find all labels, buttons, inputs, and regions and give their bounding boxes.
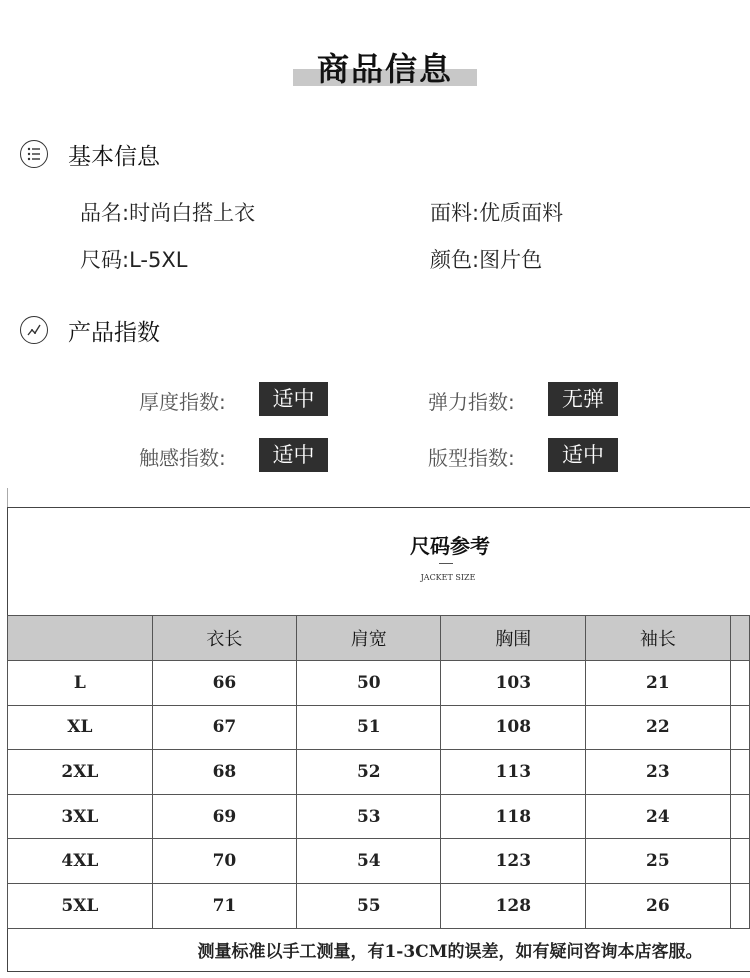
index-label-thickness: 厚度指数: (139, 390, 226, 414)
page-title: 商品信息 (316, 50, 453, 88)
table-row (8, 883, 750, 928)
info-item-color (430, 244, 542, 274)
table-cell: 108 (441, 705, 586, 750)
index-label-elasticity: 弹力指数: (428, 390, 515, 414)
table-cell: 53 (297, 794, 441, 839)
info-value: L-5XL (129, 248, 188, 272)
page-title-block (0, 40, 750, 100)
info-value: 优质面料 (479, 201, 564, 225)
table-cell: 5XL (8, 883, 153, 928)
size-chart-title-divider (439, 563, 453, 564)
info-item-fabric (430, 197, 563, 227)
table-cell: 22 (586, 705, 730, 750)
size-chart-title: 尺码参考 (410, 534, 490, 558)
product-index-heading: 产品指数 (68, 319, 160, 346)
table-cell-overflow (730, 883, 749, 928)
size-chart-subtitle: JACKET SIZE (420, 573, 476, 582)
table-cell: 113 (441, 750, 586, 795)
table-row (8, 839, 750, 884)
table-cell: 68 (152, 750, 296, 795)
table-cell: 26 (586, 883, 730, 928)
header-cell (8, 616, 153, 661)
info-value: 图片色 (479, 248, 543, 272)
table-cell-overflow (730, 839, 749, 884)
size-chart-note: 测量标准以手工测量，有1-3CM的误差，如有疑问咨询本店客服。 (197, 942, 703, 962)
table-cell: 66 (152, 661, 296, 706)
table-cell: 50 (297, 661, 441, 706)
header-cell: 衣长 (152, 616, 296, 661)
header-cell: 袖长 (586, 616, 730, 661)
table-cell: 3XL (8, 794, 153, 839)
table-cell-overflow (730, 661, 749, 706)
info-label: 尺码 (80, 248, 122, 272)
table-cell-overflow (730, 705, 749, 750)
table-row (8, 661, 750, 706)
table-cell: 21 (586, 661, 730, 706)
info-label: 颜色 (430, 248, 472, 272)
table-cell: 103 (441, 661, 586, 706)
basic-info-heading: 基本信息 (68, 143, 160, 170)
basic-info-header (20, 138, 160, 170)
info-label: 面料 (430, 201, 472, 225)
header-cell: 肩宽 (297, 616, 441, 661)
index-badge-elasticity: 无弹 (548, 382, 618, 416)
table-cell: L (8, 661, 153, 706)
info-sep: : (472, 201, 480, 225)
index-badge-thickness: 适中 (259, 382, 328, 416)
list-icon (20, 140, 48, 168)
index-label-touch: 触感指数: (139, 446, 226, 470)
table-cell: 54 (297, 839, 441, 884)
table-cell-overflow (730, 794, 749, 839)
table-cell: 24 (586, 794, 730, 839)
table-cell: 52 (297, 750, 441, 795)
table-cell: XL (8, 705, 153, 750)
table-cell: 123 (441, 839, 586, 884)
header-cell-overflow (730, 616, 749, 661)
table-cell: 55 (297, 883, 441, 928)
product-index-header (20, 314, 160, 346)
info-label: 品名 (80, 201, 122, 225)
header-cell: 胸围 (441, 616, 586, 661)
table-cell: 71 (152, 883, 296, 928)
frame-edge (7, 488, 8, 508)
index-label-fit: 版型指数: (428, 446, 515, 470)
table-cell: 70 (152, 839, 296, 884)
info-item-name (80, 197, 255, 227)
info-item-size (80, 244, 187, 274)
table-cell: 25 (586, 839, 730, 884)
table-header-row (8, 616, 750, 661)
index-badge-touch: 适中 (259, 438, 328, 472)
table-cell: 23 (586, 750, 730, 795)
info-sep: : (472, 248, 480, 272)
table-row (8, 705, 750, 750)
info-value: 时尚白搭上衣 (129, 201, 256, 225)
table-cell: 67 (152, 705, 296, 750)
table-row (8, 794, 750, 839)
table-cell: 118 (441, 794, 586, 839)
index-badge-fit: 适中 (548, 438, 618, 472)
info-sep: : (122, 248, 130, 272)
table-cell: 69 (152, 794, 296, 839)
table-cell: 2XL (8, 750, 153, 795)
table-cell: 4XL (8, 839, 153, 884)
chart-line-icon (20, 316, 48, 344)
info-sep: : (122, 201, 130, 225)
table-row (8, 750, 750, 795)
table-cell: 51 (297, 705, 441, 750)
table-cell-overflow (730, 750, 749, 795)
table-cell: 128 (441, 883, 586, 928)
size-chart-table (7, 615, 750, 929)
